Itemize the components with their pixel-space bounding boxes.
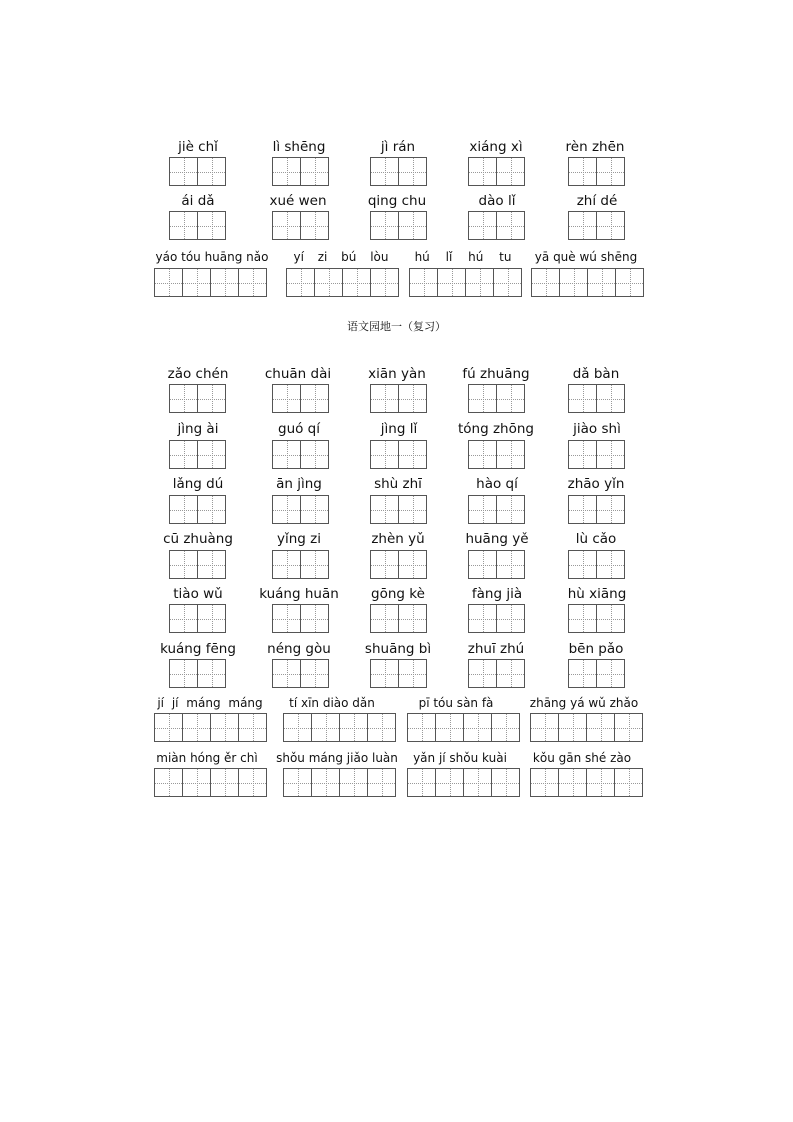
writing-cell[interactable]: [370, 157, 399, 186]
writing-grid[interactable]: [568, 211, 625, 240]
pinyin-label: yí zi bú lòu: [293, 250, 389, 264]
pinyin-label: hú lǐ hú tu: [414, 250, 512, 264]
writing-cell[interactable]: [339, 713, 368, 742]
writing-cell[interactable]: [311, 713, 340, 742]
writing-grid[interactable]: [272, 440, 329, 469]
writing-cell[interactable]: [398, 211, 427, 240]
writing-cell[interactable]: [468, 604, 497, 633]
pinyin-label: lǎng dú: [172, 476, 224, 492]
writing-grid[interactable]: [468, 384, 525, 413]
pinyin-label: yǐng zi: [277, 531, 321, 547]
writing-cell[interactable]: [300, 440, 329, 469]
writing-grid[interactable]: [370, 550, 427, 579]
pinyin-label: huāng yě: [465, 531, 529, 547]
writing-cell[interactable]: [272, 495, 301, 524]
writing-grid[interactable]: [272, 495, 329, 524]
pinyin-label: shù zhī: [374, 476, 422, 492]
writing-cell[interactable]: [197, 211, 226, 240]
writing-cell[interactable]: [409, 268, 438, 297]
writing-cell[interactable]: [342, 268, 371, 297]
writing-cell[interactable]: [169, 659, 198, 688]
writing-cell[interactable]: [496, 495, 525, 524]
writing-grid[interactable]: [468, 659, 525, 688]
writing-cell[interactable]: [468, 495, 497, 524]
writing-grid[interactable]: [272, 157, 329, 186]
pinyin-label: yǎn jí shǒu kuài: [413, 751, 507, 765]
writing-cell[interactable]: [154, 268, 183, 297]
writing-cell[interactable]: [300, 550, 329, 579]
writing-cell[interactable]: [437, 268, 466, 297]
writing-grid[interactable]: [370, 659, 427, 688]
writing-grid[interactable]: [169, 495, 226, 524]
writing-cell[interactable]: [300, 157, 329, 186]
writing-cell[interactable]: [300, 659, 329, 688]
writing-grid[interactable]: [531, 268, 644, 297]
writing-cell[interactable]: [596, 211, 625, 240]
pinyin-label: xiáng xì: [469, 139, 523, 155]
pinyin-label: dào lǐ: [478, 193, 516, 209]
writing-cell[interactable]: [197, 604, 226, 633]
writing-cell[interactable]: [596, 440, 625, 469]
writing-cell[interactable]: [169, 495, 198, 524]
writing-cell[interactable]: [169, 384, 198, 413]
writing-cell[interactable]: [272, 604, 301, 633]
writing-grid[interactable]: [272, 384, 329, 413]
writing-grid[interactable]: [272, 659, 329, 688]
writing-cell[interactable]: [530, 768, 559, 797]
writing-cell[interactable]: [468, 157, 497, 186]
writing-cell[interactable]: [468, 211, 497, 240]
writing-cell[interactable]: [568, 550, 597, 579]
writing-grid[interactable]: [468, 211, 525, 240]
writing-cell[interactable]: [300, 384, 329, 413]
pinyin-label: fàng jià: [471, 586, 523, 602]
pinyin-label: jiè chǐ: [178, 139, 218, 155]
writing-grid[interactable]: [568, 440, 625, 469]
writing-grid[interactable]: [568, 384, 625, 413]
writing-cell[interactable]: [283, 768, 312, 797]
writing-cell[interactable]: [370, 440, 399, 469]
pinyin-label: zǎo chén: [167, 366, 229, 382]
pinyin-label: chuān dài: [264, 366, 332, 382]
writing-cell[interactable]: [197, 495, 226, 524]
pinyin-label: xiān yàn: [368, 366, 426, 382]
pinyin-label: guó qí: [278, 421, 320, 437]
writing-cell[interactable]: [435, 713, 464, 742]
pinyin-label: qing chu: [367, 193, 427, 209]
pinyin-label: zhāo yǐn: [567, 476, 625, 492]
writing-cell[interactable]: [210, 268, 239, 297]
writing-cell[interactable]: [568, 211, 597, 240]
writing-cell[interactable]: [568, 157, 597, 186]
writing-cell[interactable]: [568, 604, 597, 633]
pinyin-label: ái dǎ: [181, 193, 215, 209]
writing-cell[interactable]: [370, 550, 399, 579]
writing-cell[interactable]: [182, 768, 211, 797]
writing-cell[interactable]: [169, 440, 198, 469]
writing-cell[interactable]: [463, 768, 492, 797]
writing-grid[interactable]: [468, 495, 525, 524]
pinyin-label: dǎ bàn: [572, 366, 620, 382]
pinyin-label: jì rán: [380, 139, 416, 155]
writing-cell[interactable]: [272, 659, 301, 688]
writing-cell[interactable]: [398, 604, 427, 633]
writing-cell[interactable]: [596, 157, 625, 186]
writing-cell[interactable]: [568, 440, 597, 469]
writing-cell[interactable]: [468, 550, 497, 579]
writing-grid[interactable]: [407, 768, 520, 797]
writing-cell[interactable]: [558, 768, 587, 797]
writing-cell[interactable]: [596, 604, 625, 633]
writing-cell[interactable]: [339, 768, 368, 797]
writing-cell[interactable]: [197, 550, 226, 579]
writing-cell[interactable]: [496, 211, 525, 240]
writing-grid[interactable]: [568, 495, 625, 524]
writing-grid[interactable]: [154, 768, 267, 797]
pinyin-label: lù cǎo: [575, 531, 617, 547]
writing-cell[interactable]: [596, 659, 625, 688]
pinyin-label: shuāng bì: [364, 641, 432, 657]
pinyin-label: zhí dé: [576, 193, 618, 209]
writing-cell[interactable]: [586, 713, 615, 742]
writing-cell[interactable]: [300, 211, 329, 240]
writing-cell[interactable]: [272, 440, 301, 469]
section-title: 语文园地一（复习）: [347, 320, 446, 333]
writing-cell[interactable]: [182, 268, 211, 297]
writing-cell[interactable]: [407, 768, 436, 797]
writing-cell[interactable]: [154, 768, 183, 797]
pinyin-label: zhuī zhú: [467, 641, 525, 657]
pinyin-label: jìng lǐ: [380, 421, 418, 437]
writing-cell[interactable]: [210, 768, 239, 797]
writing-cell[interactable]: [370, 495, 399, 524]
writing-cell[interactable]: [272, 550, 301, 579]
writing-cell[interactable]: [197, 659, 226, 688]
pinyin-label: tí xīn diào dǎn: [289, 696, 375, 710]
writing-cell[interactable]: [615, 268, 644, 297]
writing-cell[interactable]: [238, 768, 267, 797]
writing-cell[interactable]: [531, 268, 560, 297]
pinyin-label: tóng zhōng: [458, 421, 534, 437]
writing-cell[interactable]: [286, 268, 315, 297]
pinyin-label: hào qí: [476, 476, 518, 492]
pinyin-label: fú zhuāng: [462, 366, 530, 382]
writing-cell[interactable]: [568, 384, 597, 413]
writing-cell[interactable]: [398, 550, 427, 579]
writing-cell[interactable]: [468, 659, 497, 688]
writing-cell[interactable]: [398, 440, 427, 469]
writing-cell[interactable]: [169, 604, 198, 633]
pinyin-label: néng gòu: [267, 641, 331, 657]
writing-cell[interactable]: [586, 768, 615, 797]
pinyin-label: jí jí máng máng: [157, 696, 263, 710]
writing-grid[interactable]: [530, 768, 643, 797]
writing-cell[interactable]: [238, 713, 267, 742]
pinyin-label: shǒu máng jiǎo luàn: [276, 751, 398, 765]
writing-cell[interactable]: [367, 768, 396, 797]
writing-cell[interactable]: [197, 384, 226, 413]
writing-grid[interactable]: [530, 713, 643, 742]
writing-cell[interactable]: [300, 495, 329, 524]
writing-cell[interactable]: [463, 713, 492, 742]
writing-cell[interactable]: [398, 659, 427, 688]
writing-cell[interactable]: [398, 157, 427, 186]
writing-grid[interactable]: [169, 440, 226, 469]
pinyin-label: yā què wú shēng: [534, 250, 638, 264]
writing-cell[interactable]: [468, 384, 497, 413]
writing-grid[interactable]: [370, 384, 427, 413]
writing-cell[interactable]: [370, 604, 399, 633]
writing-grid[interactable]: [272, 604, 329, 633]
pinyin-label: gōng kè: [371, 586, 425, 602]
pinyin-label: jiào shì: [573, 421, 621, 437]
writing-cell[interactable]: [182, 713, 211, 742]
writing-grid[interactable]: [169, 211, 226, 240]
writing-cell[interactable]: [154, 713, 183, 742]
writing-cell[interactable]: [272, 157, 301, 186]
writing-cell[interactable]: [370, 268, 399, 297]
writing-grid[interactable]: [169, 550, 226, 579]
writing-grid[interactable]: [154, 713, 267, 742]
writing-cell[interactable]: [398, 384, 427, 413]
writing-grid[interactable]: [283, 713, 396, 742]
writing-grid[interactable]: [468, 604, 525, 633]
writing-cell[interactable]: [169, 550, 198, 579]
writing-grid[interactable]: [568, 659, 625, 688]
writing-cell[interactable]: [596, 495, 625, 524]
writing-cell[interactable]: [496, 157, 525, 186]
pinyin-label: cū zhuàng: [163, 531, 233, 547]
writing-cell[interactable]: [367, 713, 396, 742]
writing-cell[interactable]: [491, 768, 520, 797]
writing-grid[interactable]: [169, 659, 226, 688]
writing-grid[interactable]: [169, 384, 226, 413]
writing-cell[interactable]: [272, 384, 301, 413]
pinyin-label: jìng ài: [177, 421, 219, 437]
writing-cell[interactable]: [210, 713, 239, 742]
writing-cell[interactable]: [407, 713, 436, 742]
writing-cell[interactable]: [496, 604, 525, 633]
pinyin-label: miàn hóng ěr chì: [156, 751, 258, 765]
writing-grid[interactable]: [468, 440, 525, 469]
pinyin-label: xué wen: [269, 193, 327, 209]
writing-cell[interactable]: [370, 211, 399, 240]
pinyin-label: lì shēng: [272, 139, 326, 155]
writing-grid[interactable]: [468, 157, 525, 186]
writing-grid[interactable]: [286, 268, 399, 297]
writing-cell[interactable]: [370, 384, 399, 413]
writing-cell[interactable]: [398, 495, 427, 524]
writing-grid[interactable]: [283, 768, 396, 797]
writing-cell[interactable]: [370, 659, 399, 688]
writing-cell[interactable]: [614, 768, 643, 797]
writing-cell[interactable]: [614, 713, 643, 742]
writing-cell[interactable]: [587, 268, 616, 297]
writing-grid[interactable]: [370, 495, 427, 524]
pinyin-label: kuáng huān: [259, 586, 339, 602]
pinyin-label: zhāng yá wǔ zhǎo: [529, 696, 639, 710]
writing-cell[interactable]: [496, 659, 525, 688]
writing-cell[interactable]: [300, 604, 329, 633]
writing-cell[interactable]: [238, 268, 267, 297]
writing-cell[interactable]: [493, 268, 522, 297]
pinyin-label: tiào wǔ: [173, 586, 223, 602]
writing-cell[interactable]: [169, 211, 198, 240]
writing-cell[interactable]: [468, 440, 497, 469]
writing-grid[interactable]: [568, 550, 625, 579]
writing-grid[interactable]: [407, 713, 520, 742]
writing-cell[interactable]: [596, 550, 625, 579]
writing-grid[interactable]: [468, 550, 525, 579]
writing-cell[interactable]: [559, 268, 588, 297]
writing-cell[interactable]: [568, 659, 597, 688]
writing-grid[interactable]: [370, 157, 427, 186]
writing-grid[interactable]: [370, 211, 427, 240]
writing-cell[interactable]: [491, 713, 520, 742]
writing-cell[interactable]: [314, 268, 343, 297]
writing-cell[interactable]: [530, 713, 559, 742]
pinyin-label: kuáng fēng: [160, 641, 236, 657]
writing-grid[interactable]: [169, 157, 226, 186]
pinyin-label: yáo tóu huāng nǎo: [155, 250, 269, 264]
writing-cell[interactable]: [169, 157, 198, 186]
pinyin-label: bēn pǎo: [568, 641, 624, 657]
writing-grid[interactable]: [370, 440, 427, 469]
pinyin-label: zhèn yǔ: [371, 531, 425, 547]
pinyin-label: kǒu gān shé zào: [532, 751, 632, 765]
pinyin-label: ān jìng: [276, 476, 322, 492]
writing-grid[interactable]: [409, 268, 522, 297]
writing-grid[interactable]: [272, 211, 329, 240]
writing-cell[interactable]: [496, 384, 525, 413]
writing-grid[interactable]: [272, 550, 329, 579]
writing-cell[interactable]: [568, 495, 597, 524]
writing-cell[interactable]: [283, 713, 312, 742]
writing-grid[interactable]: [568, 157, 625, 186]
writing-cell[interactable]: [496, 550, 525, 579]
writing-grid[interactable]: [370, 604, 427, 633]
writing-cell[interactable]: [197, 157, 226, 186]
writing-grid[interactable]: [169, 604, 226, 633]
writing-grid[interactable]: [568, 604, 625, 633]
writing-cell[interactable]: [272, 211, 301, 240]
writing-cell[interactable]: [596, 384, 625, 413]
writing-cell[interactable]: [435, 768, 464, 797]
pinyin-label: pī tóu sàn fà: [418, 696, 494, 710]
writing-cell[interactable]: [197, 440, 226, 469]
pinyin-label: hù xiāng: [567, 586, 627, 602]
writing-cell[interactable]: [465, 268, 494, 297]
writing-cell[interactable]: [311, 768, 340, 797]
writing-cell[interactable]: [558, 713, 587, 742]
writing-cell[interactable]: [496, 440, 525, 469]
pinyin-label: rèn zhēn: [565, 139, 625, 155]
writing-grid[interactable]: [154, 268, 267, 297]
